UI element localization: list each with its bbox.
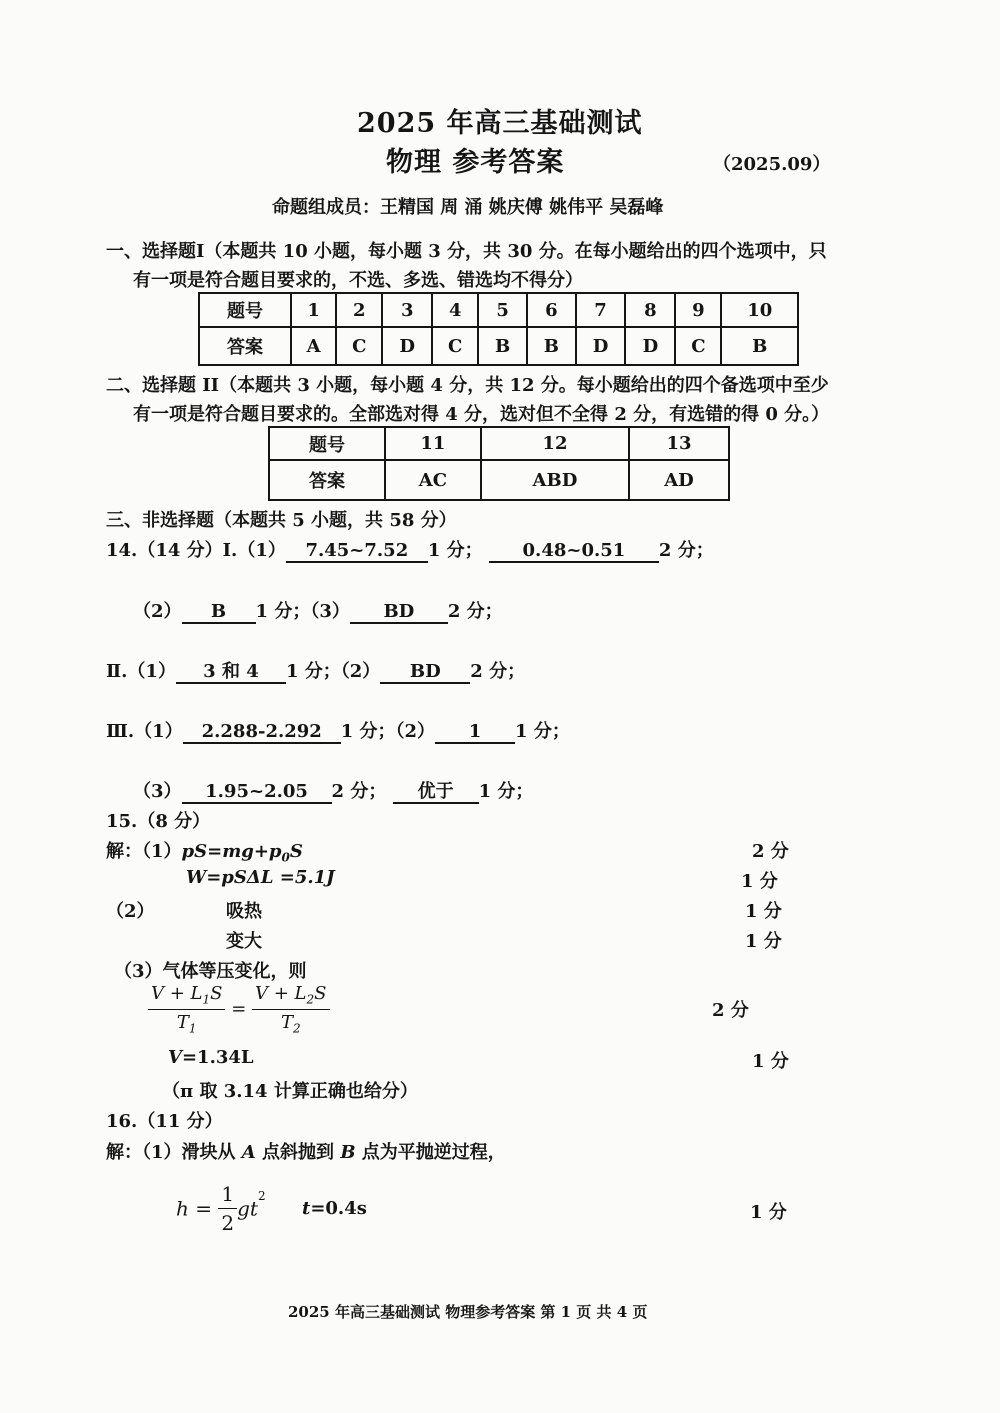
table1-num: 10 — [721, 293, 798, 327]
table1-answer: A — [291, 327, 336, 365]
time-symbol: t — [302, 1198, 311, 1219]
subscript: 2 — [306, 992, 315, 1007]
subscript: 0 — [281, 850, 290, 865]
table1-num: 7 — [576, 293, 626, 327]
answer-blank: 3 和 4 — [176, 662, 286, 684]
fraction-left — [148, 983, 225, 1035]
table1-answer: C — [336, 327, 382, 365]
title-line2: 物理 参考答案 — [386, 147, 565, 178]
table1-num: 2 — [336, 293, 382, 327]
subscript: 1 — [202, 992, 211, 1007]
numerator-tail: S — [314, 983, 327, 1004]
time-result — [302, 1198, 367, 1219]
answer-blank: B — [182, 602, 256, 624]
table1-answer: D — [576, 327, 626, 365]
table1-answer: C — [675, 327, 721, 365]
superscript: 2 — [257, 1189, 266, 1203]
score-text: 1 分；（2） — [285, 661, 381, 682]
table1-answer: B — [527, 327, 576, 365]
point-b: B — [340, 1142, 356, 1163]
table1-num: 8 — [625, 293, 675, 327]
table1-num: 5 — [478, 293, 527, 327]
part3-intro: （3）气体等压变化，则 — [114, 961, 307, 982]
authors: 命题组成员：王精国 周 涌 姚庆傅 姚伟平 吴磊峰 — [272, 197, 664, 218]
table2-num: 12 — [481, 427, 629, 460]
table1-answer: B — [721, 327, 798, 365]
table1-num: 4 — [432, 293, 478, 327]
section2-line1: 二、选择题 II（本题共 3 小题，每小题 4 分，共 12 分。每小题给出的四个备选项中至少 — [106, 375, 829, 396]
equation-text: S — [289, 841, 303, 862]
section3-heading: 三、非选择题（本题共 5 小题，共 58 分） — [106, 510, 457, 531]
table1-answer: D — [382, 327, 432, 365]
answer-blank: 7.45~7.52 — [286, 541, 428, 563]
table2-answer: AC — [385, 460, 481, 500]
exam-date: （2025.09） — [713, 154, 831, 175]
fraction-right — [252, 983, 329, 1035]
volume-result — [168, 1047, 254, 1068]
table1-answer: C — [432, 327, 478, 365]
score-text: 1 分； — [515, 721, 570, 742]
score-text: 2 分； — [331, 781, 387, 802]
q16-line1 — [106, 1138, 506, 1164]
half-fraction — [218, 1182, 237, 1235]
gt-term: gt — [237, 1196, 258, 1221]
text-segment: 点为平抛逆过程， — [355, 1142, 506, 1163]
score-text: 1 分； — [427, 540, 483, 561]
table2-answer: ABD — [481, 460, 629, 500]
score-text: 2 分； — [447, 601, 503, 622]
q15-heading: 15.（8 分） — [106, 811, 211, 832]
part-label: Ⅲ.（1） — [106, 721, 183, 742]
pi-note: （π 取 3.14 计算正确也给分） — [162, 1081, 418, 1102]
point-a: A — [241, 1142, 256, 1163]
table2-a-label: 答案 — [269, 460, 385, 500]
score-text: 1 分；（2） — [340, 721, 436, 742]
score-label: 1 分 — [750, 1202, 787, 1223]
numerator-text: 1 — [218, 1182, 237, 1209]
score-label: 2 分 — [752, 841, 789, 862]
score-label: 1 分 — [745, 901, 782, 922]
denominator-text: T — [176, 1011, 189, 1033]
denominator-text: T — [280, 1011, 293, 1033]
table1-num: 1 — [291, 293, 336, 327]
q14-line2 — [133, 597, 503, 624]
choice-table-2 — [268, 426, 730, 501]
part-label: （2） — [106, 901, 155, 922]
part-label: （3） — [133, 781, 182, 802]
section1-line1: 一、选择题Ⅰ（本题共 10 小题，每小题 3 分，共 30 分。在每小题给出的四个选项中，只 — [106, 241, 827, 262]
answer-blank: 2.288-2.292 — [183, 722, 341, 744]
numerator-text: V + L — [151, 983, 203, 1004]
table1-num: 3 — [382, 293, 432, 327]
table2-answer: AD — [629, 460, 729, 500]
table2-num: 13 — [629, 427, 729, 460]
score-text: 2 分； — [658, 540, 714, 561]
equals-sign: = — [188, 1196, 219, 1221]
title-line1: 2025 年高三基础测试 — [357, 108, 643, 139]
answer-blank: 1 — [435, 722, 515, 744]
answer-heat: 吸热 — [226, 901, 262, 922]
part-label: （2） — [133, 601, 182, 622]
q15-solve-line — [106, 837, 303, 865]
section1-line2: 有一项是符合题目要求的，不选、多选、错选均不得分） — [133, 270, 583, 291]
ratio-equation — [148, 983, 330, 1035]
equation-work: W=pSΔL =5.1J — [186, 867, 335, 888]
q14-line3 — [106, 657, 525, 684]
volume-symbol: V — [168, 1047, 182, 1068]
numerator-text: V + L — [255, 983, 307, 1004]
text-segment: 点斜抛到 — [255, 1142, 341, 1163]
score-text: 2 分； — [470, 661, 526, 682]
height-equation — [176, 1182, 266, 1235]
q14-line4 — [106, 717, 570, 744]
answer-bigger: 变大 — [226, 931, 262, 952]
table2-q-label: 题号 — [269, 427, 385, 460]
score-label: 1 分 — [741, 871, 778, 892]
choice-table-1 — [198, 292, 799, 366]
table2-num: 11 — [385, 427, 481, 460]
q16-heading: 16.（11 分） — [106, 1111, 223, 1132]
solve-label: 解：（1） — [106, 841, 182, 862]
score-label: 1 分 — [745, 931, 782, 952]
time-value: =0.4s — [310, 1198, 367, 1219]
volume-value: =1.34L — [181, 1047, 254, 1068]
answer-blank: BD — [380, 662, 470, 684]
equals-sign: = — [231, 998, 247, 1020]
table1-a-label: 答案 — [199, 327, 291, 365]
score-text: 1 分； — [478, 781, 534, 802]
score-label: 1 分 — [752, 1051, 789, 1072]
score-text: 1 分；（3） — [255, 601, 350, 622]
numerator-tail: S — [210, 983, 223, 1004]
part-label: Ⅱ.（1） — [106, 661, 176, 682]
q14-line1 — [106, 536, 714, 563]
answer-blank: 优于 — [393, 782, 479, 804]
table1-num: 9 — [675, 293, 721, 327]
table1-answer: D — [625, 327, 675, 365]
table1-num: 6 — [527, 293, 576, 327]
answer-blank: 0.48~0.51 — [489, 541, 659, 563]
page-footer: 2025 年高三基础测试 物理参考答案 第 1 页 共 4 页 — [288, 1303, 648, 1321]
q14-line5 — [133, 777, 533, 804]
subscript: 1 — [188, 1021, 197, 1036]
answer-blank: 1.95~2.05 — [182, 782, 332, 804]
table1-answer: B — [478, 327, 527, 365]
text-segment: 解：（1）滑块从 — [106, 1142, 242, 1163]
table1-q-label: 题号 — [199, 293, 291, 327]
answer-blank: BD — [350, 602, 448, 624]
subscript: 2 — [292, 1021, 301, 1036]
equation-text: pS=mg+p — [181, 841, 282, 862]
height-symbol: h — [176, 1196, 189, 1221]
score-label: 2 分 — [712, 1000, 749, 1021]
denominator-text: 2 — [221, 1211, 235, 1235]
q14-prefix: 14.（14 分）Ⅰ.（1） — [106, 540, 286, 561]
section2-line2: 有一项是符合题目要求的。全部选对得 4 分，选对但不全得 2 分，有选错的得 0 分。） — [133, 404, 830, 425]
